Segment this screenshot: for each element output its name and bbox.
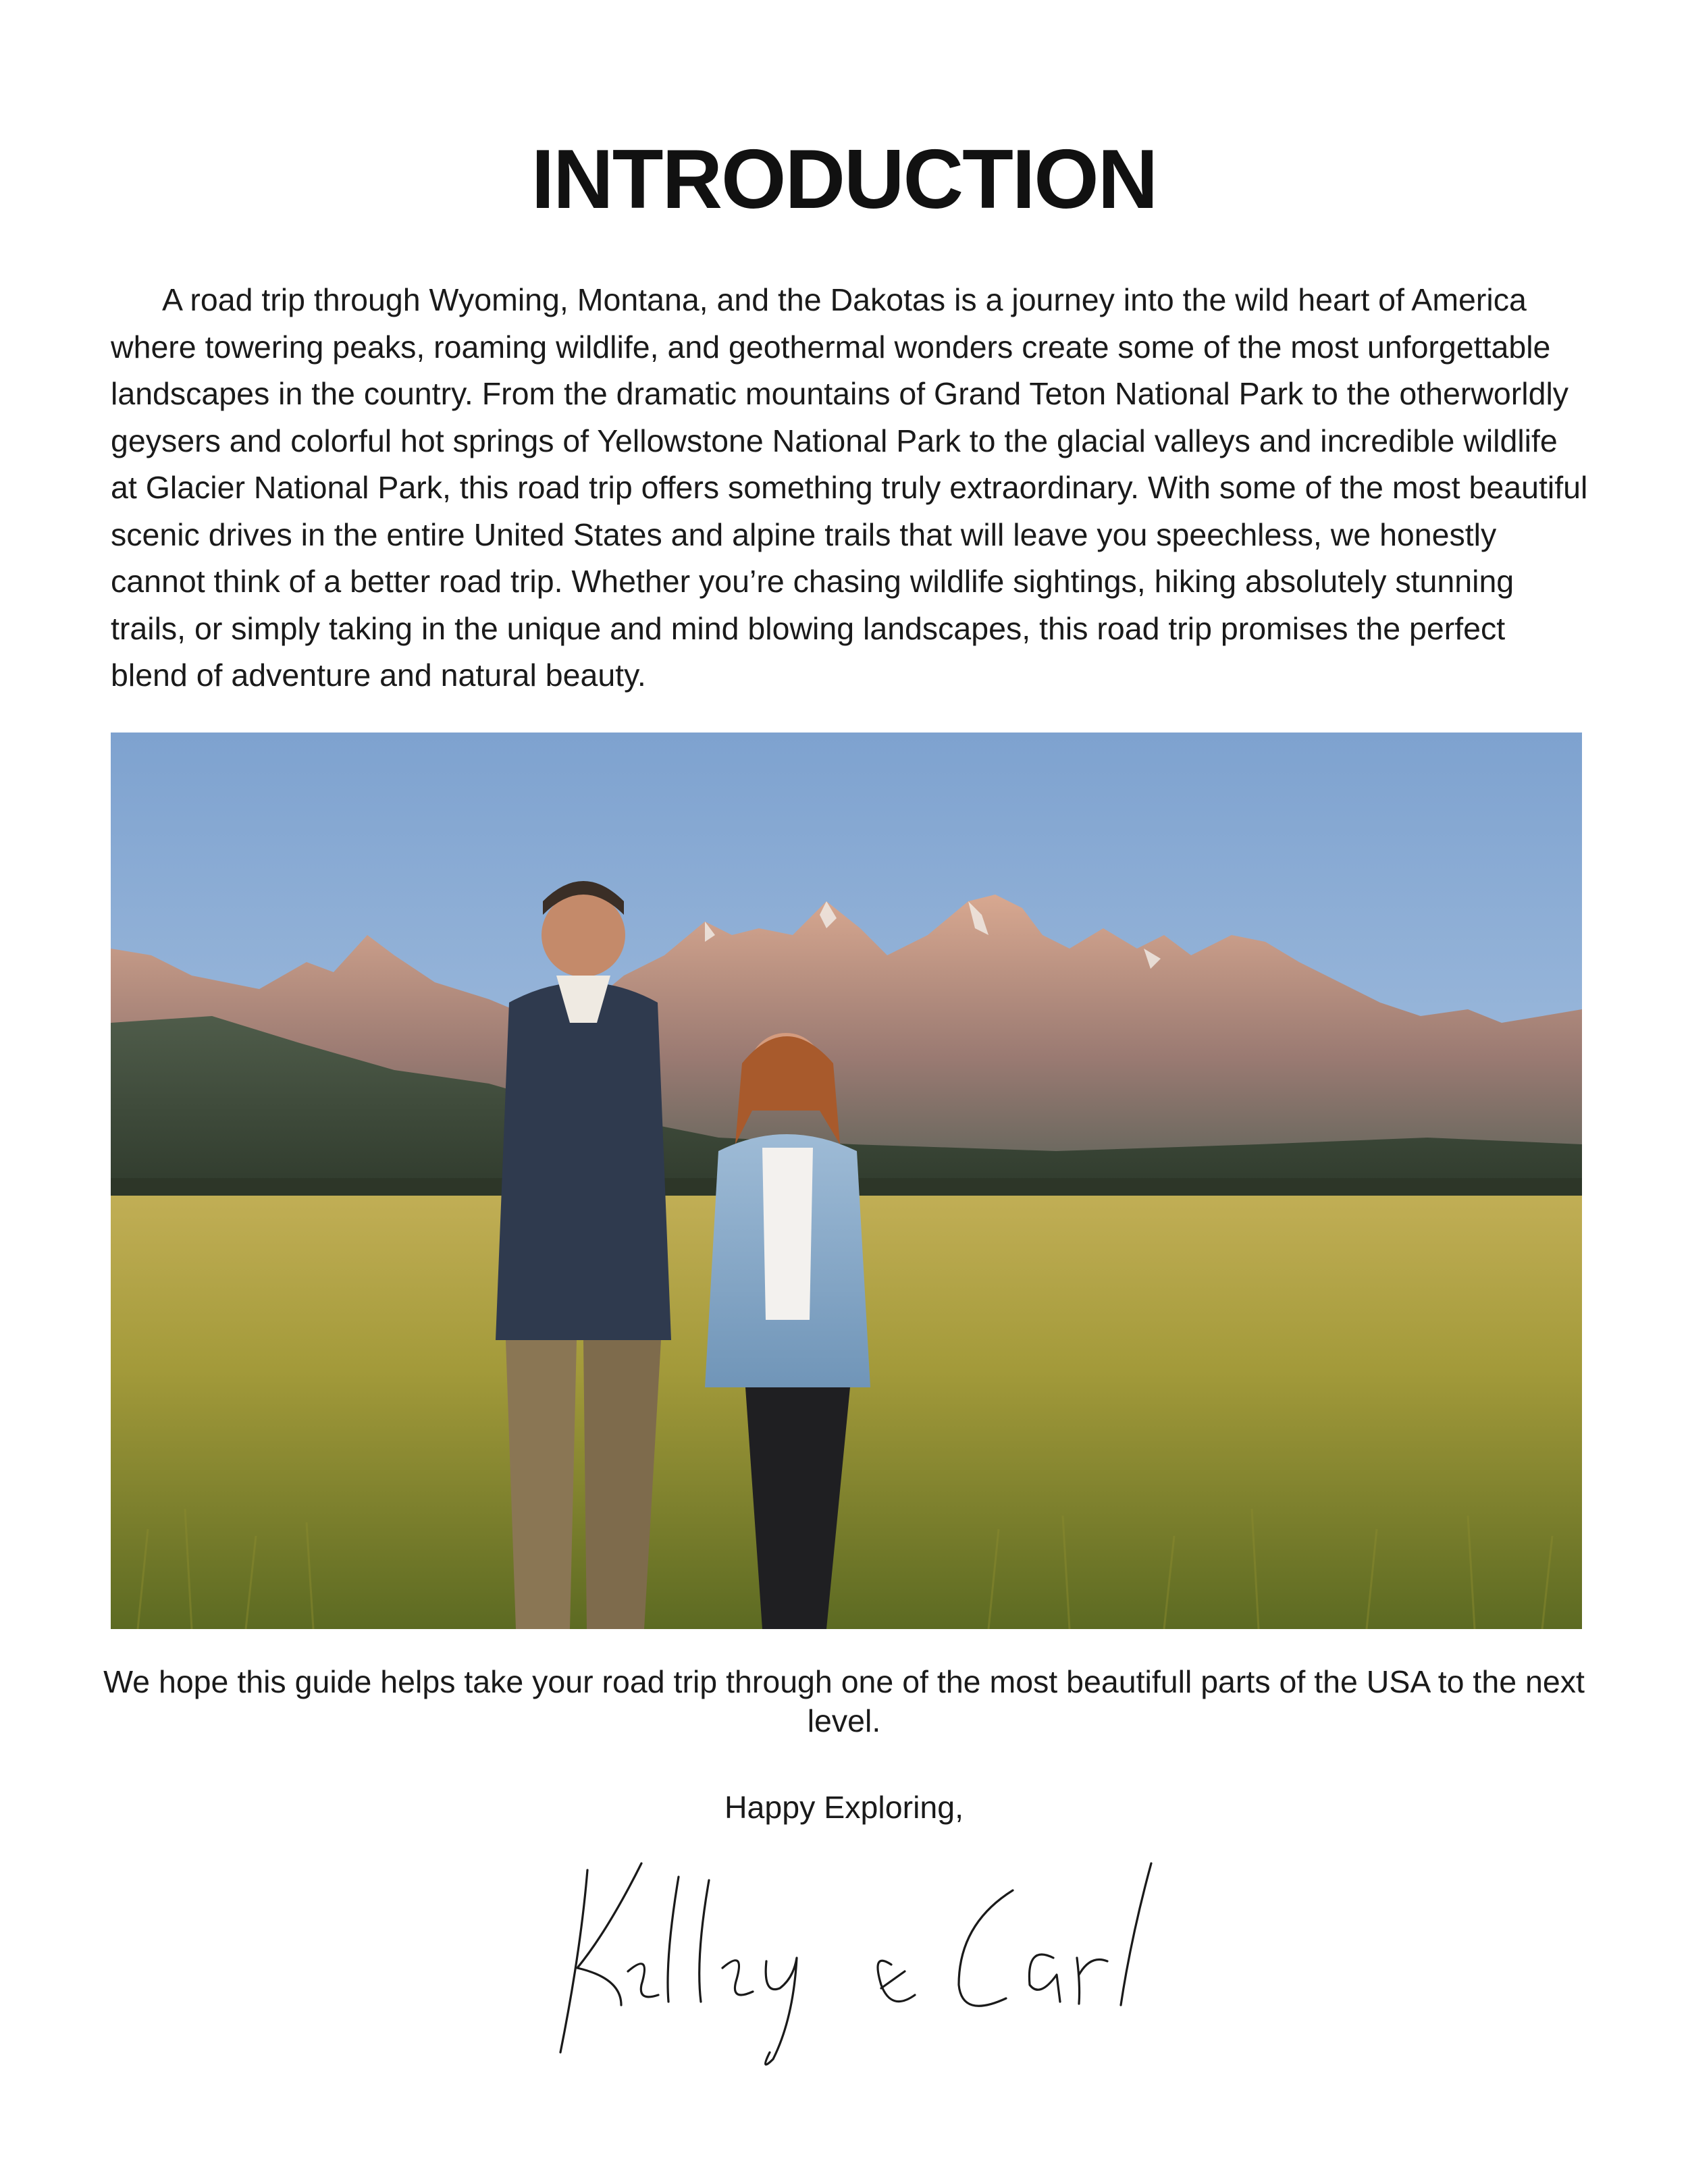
photo-couple-grand-teton xyxy=(111,733,1582,1629)
page-title: INTRODUCTION xyxy=(531,133,1157,226)
sign-off: Happy Exploring, xyxy=(724,1790,964,1825)
signature-kelley-and-carl xyxy=(540,1850,1188,2066)
intro-paragraph: A road trip through Wyoming, Montana, and the Dakotas is a journey into the wild heart of America where towering peaks, roaming wildlife, and geothermal wonders create some of the most unforgettable landscapes in the country. From the dramatic mountains of Grand Teton National Park to the otherworldly geysers and colorful hot springs of Yellowstone National Park to the glacial valleys and incredible wildlife at Glacier National Park, this road trip offers something truly extraordinary. With some of the most beautiful scenic drives in the entire United States and alpine trails that will leave you speechless, we honestly cannot think of a better road trip. Whether you’re chasing wildlife sightings, hiking absolutely stunning trails, or simply taking in the unique and mind blowing landscapes, this road trip promises the perfect blend of adventure and natural beauty. xyxy=(111,282,1588,693)
closing-paragraph: We hope this guide helps take your road trip through one of the most beautifull parts of the USA to the next level. xyxy=(103,1664,1585,1738)
